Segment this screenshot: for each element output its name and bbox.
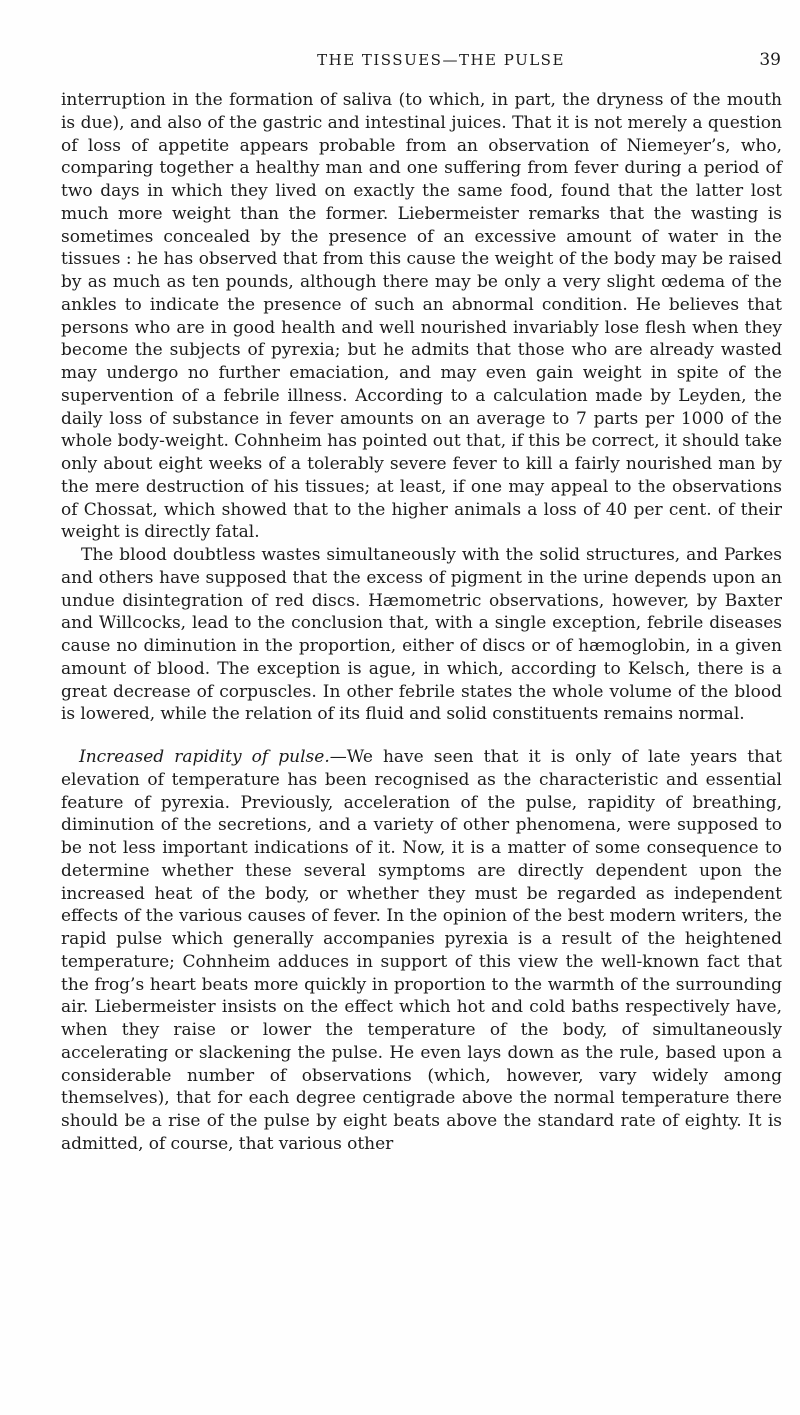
paragraph-pulse [61, 746, 782, 1156]
paragraph-continued: interruption in the formation of saliva (to which, in part, the dryness of the mouth is due), and also of the gastric and intestinal juices. That it is not merely a question of loss of appetite appears probable from an observation of Niemeyer’s, who, comparing together a healthy man and one suffering from fever during a period of two days in which they lived on exactly the same food, found that the latter lost much more weight than the former. Liebermeister remarks that the wasting is sometimes concealed by the presence of an excessive amount of water in the tissues : he has observed that from this cause the weight of the body may be raised by as much as ten pounds, although there may be only a very slight œdema of the ankles to indicate the presence of such an abnormal condition. He believes that persons who are in good health and well nourished invariably lose flesh when they become the subjects of pyrexia; but he admits that those who are already wasted may undergo no further emaciation, and may even gain weight in spite of the supervention of a febrile illness. According to a calculation made by Leyden, the daily loss of substance in fever amounts on an average to 7 parts per 1000 of the whole body-weight. Cohnheim has pointed out that, if this be correct, it should take only about eight weeks of a tolerably severe fever to kill a fairly nourished man by the mere destruction of his tissues; at least, if one may appeal to the observations of Chossat, which showed that to the higher animals a loss of 40 per cent. of their weight is directly fatal. [61, 90, 782, 543]
body-text [61, 89, 782, 1156]
page-number: 39 [759, 50, 781, 70]
running-head [61, 47, 781, 73]
paragraph-pulse-text: —We have seen that it is only of late years that elevation of temperature has been recognised as the characteristic and essential feature of pyrexia. Previously, acceleration of the pulse, rapidity of breathing, diminution of the secretions, and a variety of other phenomena, were supposed to be not less important indications of it. Now, it is a matter of some consequence to determine whether these several symptoms are directly dependent upon the increased heat of the body, or whether they must be regarded as independent effects of the various causes of fever. In the opinion of the best modern writers, the rapid pulse which generally accompanies pyrexia is a result of the heightened temperature; Cohnheim adduces in support of this view the well-known fact that the frog’s heart beats more quickly in proportion to the warmth of the surrounding air. Liebermeister insists on the effect which hot and cold baths respectively have, when they raise or lower the temperature of the body, of simultaneously accelerating or slackening the pulse. He even lays down as the rule, based upon a considerable number of observations (which, however, vary widely among themselves), that for each degree centigrade above the normal temperature there should be a rise of the pulse by eight beats above the standard rate of eighty. It is admitted, of course, that various other [61, 747, 782, 1154]
paragraph-blood: The blood doubtless wastes simultaneously with the solid structures, and Parkes and others have supposed that the excess of pigment in the urine depends upon an undue disintegration of red discs. Hæmometric observations, however, by Baxter and Willcocks, lead to the conclusion that, with a single exception, febrile diseases cause no diminution in the proportion, either of discs or of hæmoglobin, in a given amount of blood. The exception is ague, in which, according to Kelsch, there is a great decrease of corpuscles. In other febrile states the whole volume of the blood is lowered, while the relation of its fluid and solid constituents remains normal. [61, 545, 782, 725]
running-title: THE TISSUES—THE PULSE [317, 51, 565, 69]
section-heading: Increased rapidity of pulse. [79, 747, 330, 767]
